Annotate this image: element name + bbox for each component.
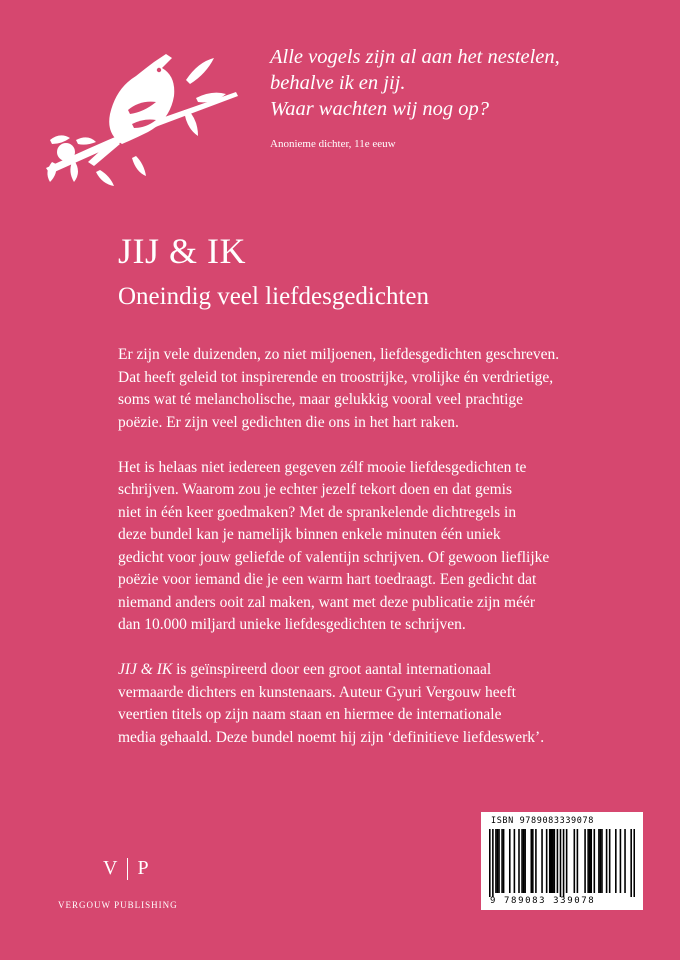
text-line: deze bundel kan je namelijk binnen enkele minuten één uniek: [118, 526, 501, 543]
text-line: veertien titels op zijn naam staan en hiermee de internationale: [118, 706, 502, 723]
text-line: vermaarde dichters en kunstenaars. Auteur Gyuri Vergouw heeft: [118, 683, 516, 701]
logo-divider: [127, 858, 128, 880]
logo-letter-v: V: [103, 857, 119, 879]
text-line: niet in één keer goedmaken? Met de sprankelende dichtregels in: [118, 503, 517, 521]
barcode-bar: [563, 829, 565, 897]
barcode-bar: [514, 829, 516, 893]
book-title: JIJ & IK: [118, 231, 246, 271]
logo-letter-p: P: [137, 857, 150, 879]
barcode-bar: [492, 829, 494, 897]
bird-illustration: [36, 40, 248, 190]
text-line: niemand anders ooit zal maken, want met deze publicatie zijn méér: [118, 593, 536, 611]
text-line: soms wat té melancholische, maar gelukkig vooral veel prachtige: [118, 391, 524, 408]
barcode-bar: [535, 829, 537, 893]
text-line: Er zijn vele duizenden, zo niet miljoenen, liefdesgedichten geschreven.: [118, 346, 560, 363]
quote-line: Waar wachten wij nog op?: [270, 98, 490, 120]
barcode-bar: [594, 829, 596, 893]
blurb: [118, 344, 618, 772]
barcode-bar: [503, 829, 505, 893]
barcode-bar: [523, 829, 525, 893]
barcode-bar: [598, 829, 600, 893]
barcode-bar: [577, 829, 579, 893]
barcode-bar: [524, 829, 526, 893]
barcode-bar: [489, 829, 491, 897]
text-line: schrijven. Waarom zou je echter jezelf tekort doen en dat gemis: [118, 481, 512, 498]
blurb-paragraph-3: [118, 659, 618, 749]
quote-attribution: Anonieme dichter, 11e eeuw: [270, 138, 396, 150]
barcode-bar: [557, 829, 559, 893]
text-line: gedicht voor jouw geliefde of valentijn schrijven. Of gewoon lieflijke: [118, 548, 550, 566]
barcode-bar: [560, 829, 562, 897]
barcode-bar: [624, 829, 626, 893]
barcode-bar: [587, 829, 589, 893]
text-line: media gehaald. Deze bundel noemt hij zijn ‘definitieve liefdeswerk’.: [118, 728, 545, 746]
barcode-bar: [549, 829, 551, 893]
barcode-bar: [633, 829, 635, 897]
barcode-bar: [566, 829, 568, 893]
text-line: poëzie. Er zijn veel gedichten die ons in het hart raken.: [118, 413, 459, 431]
barcode-bar: [609, 829, 611, 893]
text-line: Het is helaas niet iedereen gegeven zélf mooie liefdesgedichten te: [118, 458, 527, 476]
barcode-bar: [601, 829, 603, 893]
barcode-digits: 9 789083 339078: [490, 896, 596, 906]
text-line: dan 10.000 miljard unieke liefdesgedichten te schrijven.: [118, 616, 466, 633]
epigraph-quote: [270, 44, 660, 122]
barcode-bar: [589, 829, 591, 893]
blurb-paragraph-2: [118, 457, 618, 637]
barcode-bar: [498, 829, 500, 893]
inline-title: JIJ & IK: [118, 661, 173, 678]
publisher-logo: [103, 857, 150, 880]
barcode-bar: [630, 829, 632, 897]
barcode-bar: [615, 829, 617, 893]
barcode-bars: [489, 829, 635, 897]
quote-line: behalve ik en jij.: [270, 72, 406, 94]
barcode-bar: [518, 829, 520, 893]
blurb-paragraph-1: [118, 344, 618, 434]
text-line: Dat heeft geleid tot inspirerende en troostrijke, vrolijke én verdrietige,: [118, 368, 554, 386]
text-line: poëzie voor iemand die je een warm hart toedraagt. Een gedicht dat: [118, 571, 537, 588]
barcode-bar: [620, 829, 622, 893]
isbn-label: ISBN 9789083339078: [491, 816, 594, 826]
publisher-name: VERGOUW PUBLISHING: [58, 900, 178, 910]
book-subtitle: Oneindig veel liefdesgedichten: [118, 283, 429, 310]
barcode-bar: [532, 829, 534, 893]
quote-line: Alle vogels zijn al aan het nestelen,: [270, 46, 560, 68]
text-line: [118, 659, 618, 682]
barcode-bar: [590, 829, 592, 893]
barcode-bar: [552, 829, 554, 893]
barcode-bar: [584, 829, 586, 893]
barcode-bar: [501, 829, 503, 893]
barcode-bar: [606, 829, 608, 893]
text-fragment: is geïnspireerd door een groot aantal internationaal: [172, 661, 492, 678]
barcode-bar: [497, 829, 499, 893]
barcode-bar: [600, 829, 602, 893]
barcode-bar: [530, 829, 532, 893]
barcode-bar: [521, 829, 523, 893]
barcode-bar: [495, 829, 497, 893]
isbn-barcode: [481, 812, 643, 910]
barcode-bar: [509, 829, 511, 893]
barcode-bar: [574, 829, 576, 893]
barcode-bar: [550, 829, 552, 893]
barcode-bar: [554, 829, 556, 893]
barcode-bar: [541, 829, 543, 893]
barcode-bar: [546, 829, 548, 893]
